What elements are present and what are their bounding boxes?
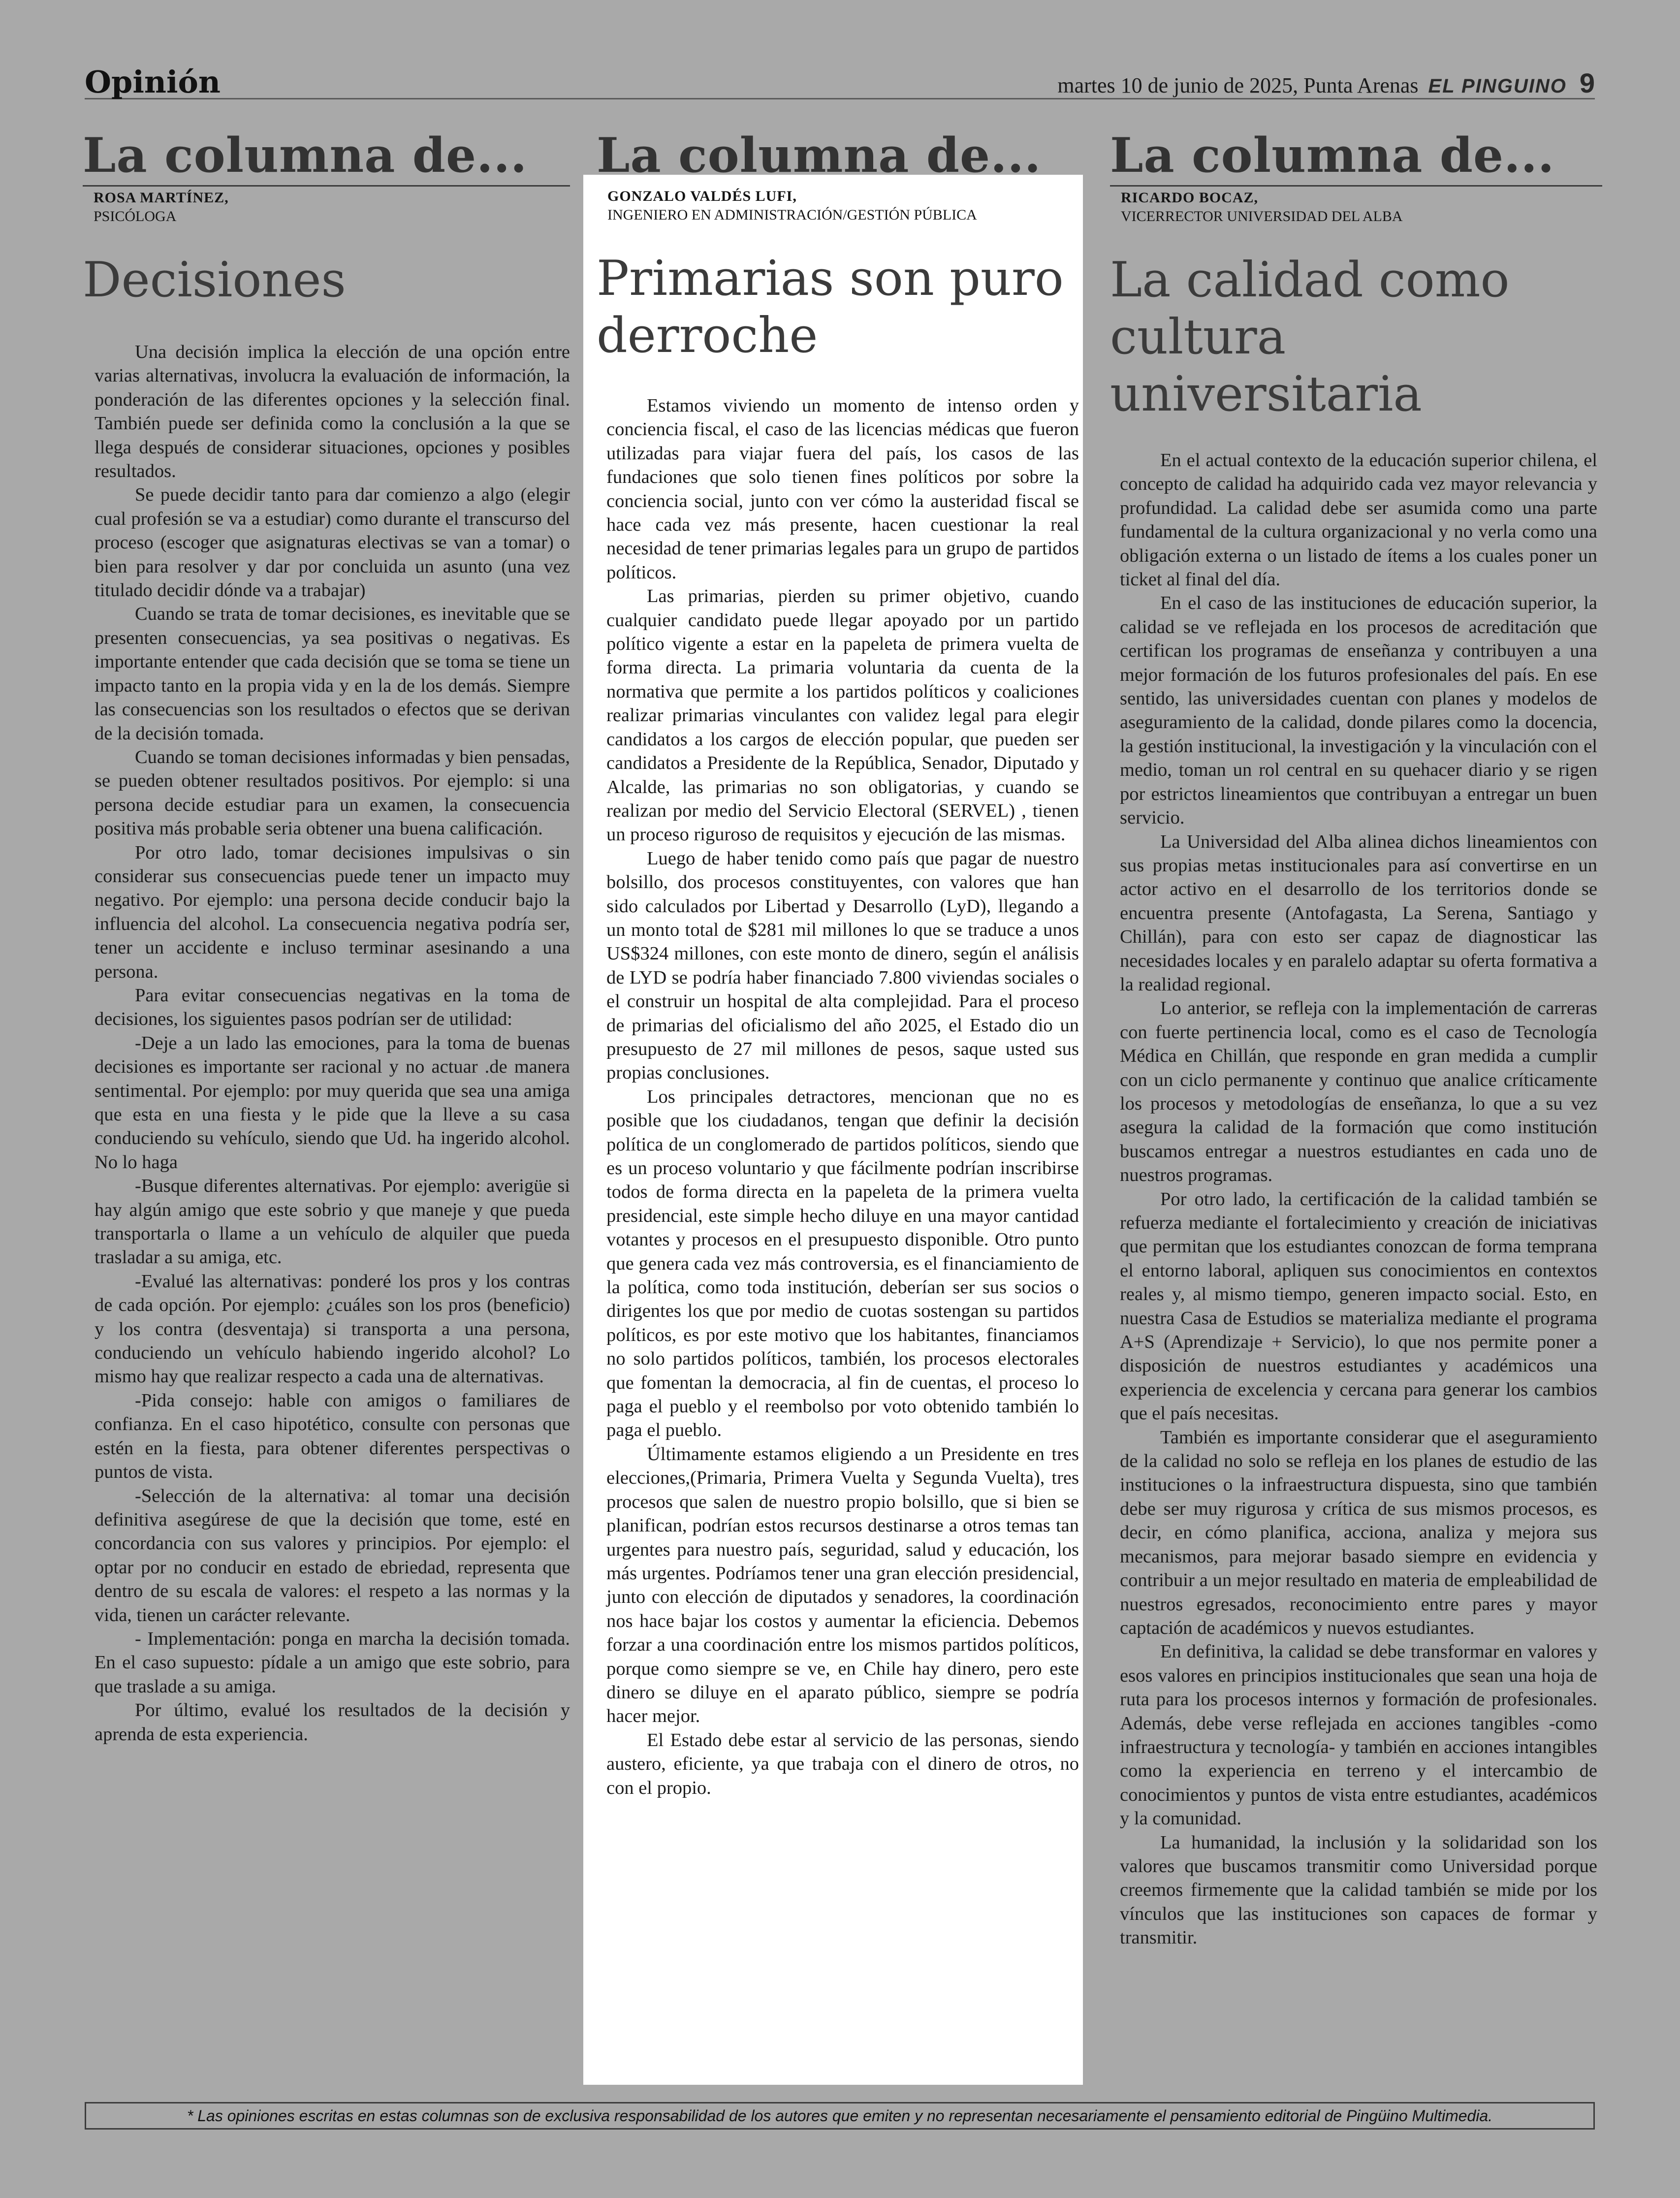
author-byline — [94, 189, 570, 226]
paragraph: - Implementación: ponga en marcha la decisión tomada. En el caso supuesto: pídale a un amigo que este sobrio, para que traslade a su amiga. — [95, 1628, 570, 1697]
author-name: GONZALO VALDÉS LUFI, — [607, 188, 797, 204]
author-byline — [607, 187, 1084, 224]
paragraph: Últimamente estamos eligiendo a un Presidente en tres elecciones,(Primaria, Primera Vuelta y Segunda Vuelta), tres procesos que salen de nuestro propio bolsillo, que si bien se planifican, podrían estos recursos destinarse a otros temas tan urgentes para nuestro país, seguridad, salud y educación, los más urgentes. Podríamos tener una gran elección presidencial, junto con elección de diputados y senadores, la coordinación nos hace bajar los costos y aumentar la eficiencia. Debemos forzar a una coordinación entre los mismos partidos políticos, porque como siempre se ve, en Chile hay dinero, pero este dinero se diluye en el aparato público, siempre se podría hacer mejor. — [606, 1443, 1079, 1727]
paragraph: -Evalué las alternativas: ponderé los pros y los contras de cada opción. Por ejemplo: ¿cuáles son los pros (beneficio) y los contra (desventaja) si transporta a una persona, conduciendo un vehículo habiendo ingerido alcohol? Lo mismo hay que realizar respecto a cada una de alternativas. — [95, 1271, 570, 1387]
author-name: RICARDO BOCAZ, — [1121, 190, 1259, 206]
paragraph: Se puede decidir tanto para dar comienzo a algo (elegir cual profesión se va a estudiar) como durante el transcurso del proceso (escoger que asignaturas electivas se van a tomar) o bien para resolver y dar por concluida un asunto (una vez titulado decidir dónde va a trabajar) — [95, 484, 570, 601]
paragraph: El Estado debe estar al servicio de las personas, siendo austero, eficiente, ya que trabaja con el dinero de otros, no con el propio. — [606, 1729, 1079, 1798]
author-byline — [1121, 189, 1597, 226]
column-2 — [597, 127, 1084, 1800]
paragraph: -Deje a un lado las emociones, para la toma de buenas decisiones es importante ser racional y no actuar .de manera sentimental. Por ejemplo: por muy querida que sea una amiga que esta en una fiesta y le pide que la lleve a su casa conduciendo su vehículo, siendo que Ud. ha ingerido alcohol. No lo haga — [95, 1032, 570, 1173]
paragraph: Cuando se trata de tomar decisiones, es inevitable que se presenten consecuencias, ya sea positivas o negativas. Es importante entender que cada decisión que se toma se tiene un impacto tanto en la propia vida y en la de los demás. Siempre las consecuencias son los resultados o efectos que se derivan de la decisión tomada. — [95, 604, 570, 744]
column-2-meta — [597, 187, 1084, 1800]
paragraph: Una decisión implica la elección de una opción entre varias alternativas, involucra la evaluación de información, la ponderación de las diferentes opciones y la selección final. También puede ser definida como la conclusión a la que se llega después de considerar situaciones, opciones y posibles resultados. — [95, 342, 570, 482]
author-role: VICERRECTOR UNIVERSIDAD DEL ALBA — [1121, 208, 1403, 224]
paragraph: Cuando se toman decisiones informadas y bien pensadas, se pueden obtener resultados positivos. Por ejemplo: si una persona decide estudiar para un examen, la consecuencia positiva más probable seria obtener una buena calificación. — [95, 746, 570, 839]
newspaper-logo: EL PINGUINO — [1428, 75, 1567, 97]
paragraph: Luego de haber tenido como país que pagar de nuestro bolsillo, dos procesos constituyentes, con valores que han sido calculados por Libertad y Desarrollo (LyD), llegando a un monto total de $281 mil millones lo que se traduce a unos US$324 millones, con este monto de dinero, según el análisis de LYD se podría haber financiado 7.800 viviendas sociales o el construir un hospital de alta complejidad. Para el proceso de primarias del oficialismo del año 2025, el Estado dio un presupuesto de 27 mil millones de pesos, saque usted sus propias conclusiones. — [606, 848, 1079, 1083]
paragraph: En definitiva, la calidad se debe transformar en valores y esos valores en principios institucionales que sean una hoja de ruta para los procesos internos y formación de profesionales. Además, debe verse reflejada en acciones tangibles -como infraestructura y tecnología- y también en acciones intangibles como la experiencia en terreno y el intercambio de conocimientos y puntos de vista entre estudiantes, académicos y la comunidad. — [1120, 1641, 1597, 1829]
page-number: 9 — [1579, 67, 1595, 98]
divider — [83, 185, 570, 187]
page-header — [85, 60, 1595, 99]
author-name: ROSA MARTÍNEZ, — [94, 190, 229, 206]
paragraph: Los principales detractores, mencionan que no es posible que los ciudadanos, tengan que definir la decisión política de un conglomerado de partidos políticos, siendo que es un proceso voluntario y que fácilmente podrían inscribirse todos de forma directa en la papeleta de la primera vuelta presidencial, este simple hecho diluye en una mayor cantidad votantes y procesos en el presupuesto disponible. Otro punto que genera cada vez más controversia, es el financiamiento de la política, como toda institución, deberían ser sus socios o dirigentes los que por medio de cuotas sostengan su partidos políticos, es por este motivo que los habitantes, financiamos no solo partidos políticos, también, los procesos electorales que fomentan la democracia, al fin de cuentas, el proceso lo paga el pueblo y el reembolso por voto obtenido también lo paga el pueblo. — [606, 1086, 1079, 1441]
paragraph: La Universidad del Alba alinea dichos lineamientos con sus propias metas institucionales para así convertirse en un actor activo en el desarrollo de los territorios donde se encuentra presente (Antofagasta, La Serena, Santiago y Chillán), para con esto ser capaz de diagnosticar las necesidades locales y en paralelo adaptar su oferta formativa a la realidad regional. — [1120, 831, 1597, 995]
paragraph: Estamos viviendo un momento de intenso orden y conciencia fiscal, el caso de las licencias médicas que fueron utilizadas para viajar fuera del país, los casos de las fundaciones que solo tienen fines políticos por sobre la conciencia social, junto con ver cómo la austeridad fiscal se hace cada vez más presente, hacen cuestionar la real necesidad de tener primarias legales para un grupo de partidos políticos. — [606, 395, 1079, 583]
author-role: PSICÓLOGA — [94, 208, 177, 224]
paragraph: Las primarias, pierden su primer objetivo, cuando cualquier candidato puede llegar apoyado por un partido político vigente a estar en la papeleta de primera vuelta de forma directa. La primaria voluntaria da cuenta de la normativa que permite a los partidos políticos y coaliciones realizar primarias vinculantes con validez legal para elegir candidatos a los cargos de elección popular, que pueden ser candidatos a Presidente de la República, Senador, Diputado y Alcalde, las primarias no son obligatorias, y cuando se realizan por medio del Servicio Electoral (SERVEL) , tienen un proceso riguroso de requisitos y ejecución de las mismas. — [606, 586, 1079, 845]
article-body — [83, 340, 570, 1746]
divider — [1110, 185, 1602, 187]
header-meta — [1057, 67, 1595, 99]
paragraph: -Pida consejo: hable con amigos o familiares de confianza. En el caso hipotético, consulte con personas que estén en la fiesta, para obtener diferentes perspectivas o puntos de vista. — [95, 1390, 570, 1483]
paragraph: Por otro lado, la certificación de la calidad también se refuerza mediante el fortalecimiento y creación de iniciativas que permitan que los estudiantes conozcan de forma temprana el entorno laboral, apliquen sus conocimientos en contextos reales y, al mismo tiempo, generen impacto social. Esto, en nuestra Casa de Estudios se materializa mediante el programa A+S (Aprendizaje + Servicio), lo que nos permite poner a disposición de nuestros estudiantes y académicos una experiencia de excelencia y cercana para generar los cambios que el país necesitas. — [1120, 1188, 1597, 1424]
column-1 — [83, 127, 570, 1746]
paragraph: Por otro lado, tomar decisiones impulsivas o sin considerar sus consecuencias puede tener un impacto muy negativo. Por ejemplo: una persona decide conducir bajo la influencia del alcohol. La consecuencia negativa podría ser, tener un accidente e incluso terminar asesinando a una persona. — [95, 842, 570, 982]
paragraph: En el caso de las instituciones de educación superior, la calidad se ve reflejada en los procesos de acreditación que certifican los programas de enseñanza y contribuyen a una mejor formación de los futuros profesionales del país. En ese sentido, las universidades cuentan con planes y modelos de aseguramiento de la calidad, donde pilares como la docencia, la gestión institucional, la investigación y la vinculación con el medio, toman un rol central en su quehacer diario y se rigen por estrictos lineamientos que contribuyan a entregar un buen servicio. — [1120, 593, 1597, 828]
paragraph: También es importante considerar que el aseguramiento de la calidad no solo se refleja en los planes de estudio de las instituciones o la infraestructura dispuesta, sino que también debe ser muy rigurosa y crítica de sus mismos procesos, es decir, en cómo planifica, acciona, analiza y mejora sus mecanismos, para mejorar basado siempre en evidencia y contribuir a un mejor resultado en materia de empleabilidad de nuestros egresados, reconocimiento entre pares y mayor captación de académicos y nuevos estudiantes. — [1120, 1427, 1597, 1638]
dateline: martes 10 de junio de 2025, Punta Arenas — [1057, 73, 1419, 97]
article-title: Primarias son puro derroche — [597, 251, 1064, 364]
paragraph: La humanidad, la inclusión y la solidaridad son los valores que buscamos transmitir como Universidad porque creemos firmemente que la calidad también se mide por los vínculos que las instituciones son capaces de formar y transmitir. — [1120, 1832, 1597, 1948]
article-body — [1110, 448, 1597, 1950]
author-role: INGENIERO EN ADMINISTRACIÓN/GESTIÓN PÚBLICA — [607, 207, 977, 223]
paragraph: -Selección de la alternativa: al tomar una decisión definitiva asegúrese de que la decisión que tome, esté en concordancia con sus valores y principios. Por ejemplo: el optar por no conducir en estado de ebriedad, representa que dentro de su escala de valores: el respeto a las normas y la vida, tienen un carácter relevante. — [95, 1485, 570, 1625]
article-title: Decisiones — [83, 252, 346, 308]
paragraph: Por último, evalué los resultados de la decisión y aprenda de esta experiencia. — [95, 1700, 570, 1745]
paragraph: En el actual contexto de la educación superior chilena, el concepto de calidad ha adquirido cada vez mayor relevancia y profundidad. La calidad debe ser asumida como una parte fundamental de la cultura organizacional y no verla como una obligación externa o un listado de ítems a los cuales poner un ticket al final del día. — [1120, 450, 1597, 590]
section-title: Opinión — [85, 64, 221, 100]
article-body — [597, 394, 1084, 1800]
article-title: La calidad como cultura universitaria — [1110, 252, 1510, 422]
column-kicker: La columna de... — [1110, 127, 1555, 183]
paragraph: Lo anterior, se refleja con la implementación de carreras con fuerte pertinencia local, como es el caso de Tecnología Médica en Chillán, que responde en gran medida a cumplir con un ciclo permanente y continuo que analice críticamente los procesos y metodologías de enseñanza, lo que a su vez asegura la calidad de la formación que como institución buscamos entregar a nuestros estudiantes en cada uno de nuestros programas. — [1120, 998, 1597, 1186]
paragraph: Para evitar consecuencias negativas en la toma de decisiones, los siguientes pasos podrían ser de utilidad: — [95, 985, 570, 1030]
disclaimer-footer: * Las opiniones escritas en estas columnas son de exclusiva responsabilidad de los autores que emiten y no representan necesariamente el pensamiento editorial de Pingüino Multimedia. — [85, 2102, 1595, 2130]
paragraph: -Busque diferentes alternativas. Por ejemplo: averigüe si hay algún amigo que este sobrio y que maneje y que pueda transportarla o llame a un vehículo de alquiler que pueda trasladar a su amiga, etc. — [95, 1176, 570, 1268]
column-kicker: La columna de... — [597, 127, 1042, 183]
column-3 — [1110, 127, 1597, 1950]
column-kicker: La columna de... — [83, 127, 528, 183]
